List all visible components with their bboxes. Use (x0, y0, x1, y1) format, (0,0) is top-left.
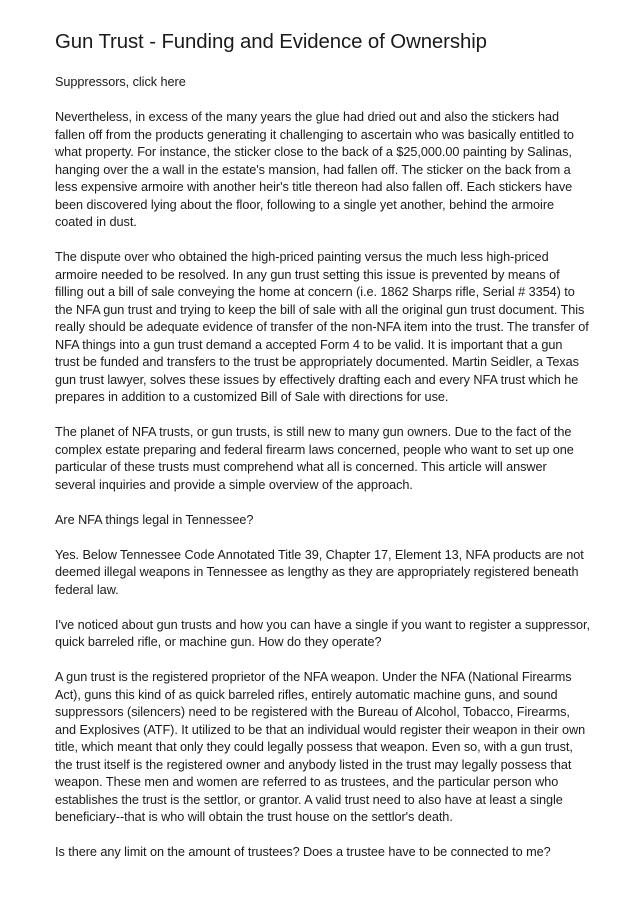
page-title: Gun Trust - Funding and Evidence of Ownership (55, 31, 487, 53)
question-trustees-limit: Is there any limit on the amount of trustees? Does a trustee have to be connected to me? (55, 845, 551, 859)
suppressors-link[interactable]: Suppressors, click here (55, 75, 186, 89)
question-how-operate: I've noticed about gun trusts and how you can have a single if you want to register a suppressor, quick barreled rifle, or machine gun. How do they operate? (55, 617, 591, 649)
document-page (55, 30, 590, 879)
paragraph-2: The dispute over who obtained the high-priced painting versus the much less high-priced armoire needed to be resolved. In any gun trust setting this issue is prevented by means of filling out a bill of sale conveying the home at concern (i.e. 1862 Sharps rifle, Serial # 3354) to the NFA gun trust and trying to keep the bill of sale with all the original gun trust document. This really should be adequate evidence of transfer of the non-NFA item into the trust. The transfer of NFA things into a gun trust demand a accepted Form 4 to be valid. It is important that a gun trust be funded and transfers to the trust be appropriately documented. Martin Seidler, a Texas gun trust lawyer, solves these issues by effectively drafting each and every NFA trust which he prepares in addition to a customized Bill of Sale with directions for use. (55, 250, 589, 404)
paragraph-3: The planet of NFA trusts, or gun trusts, is still new to many gun owners. Due to the fact of the complex estate preparing and federal firearm laws concerned, people who want to set up one particular of these trusts must comprehend what all is concerned. This article will answer several inquiries and provide a simple overview of the approach. (55, 425, 574, 492)
question-tennessee: Are NFA things legal in Tennessee? (55, 512, 254, 527)
paragraph-7: A gun trust is the registered proprietor of the NFA weapon. Under the NFA (National Firearms Act), guns this kind of as quick barreled rifles, entirely automatic machine guns, and sound suppressors (silencers) need to be registered with the Bureau of Alcohol, Tobacco, Firearms, and Explosives (ATF). It utilized to be that an individual would register their weapon in their own title, which meant that only they could legally possess that weapon. Even so, with a gun trust, the trust itself is the registered owner and anybody listed in the trust may legally possess that weapon. These men and women are referred to as trustees, and the particular person who establishes the trust is the settlor, or grantor. A valid trust need to also have at least a single beneficiary--that is who will obtain the trust house on the settlor's death. (55, 670, 586, 824)
paragraph-5: Yes. Below Tennessee Code Annotated Title 39, Chapter 17, Element 13, NFA products are not deemed illegal weapons in Tennessee as lengthy as they are appropriately registered beneath federal law. (55, 547, 584, 597)
paragraph-1: Nevertheless, in excess of the many years the glue had dried out and also the stickers had fallen off from the products generating it challenging to ascertain who was basically entitled to what property. For instance, the sticker close to the back of a $25,000.00 painting by Salinas, hanging over the a wall in the estate's mansion, had fallen off. The sticker on the back from a less expensive armoire with another heir's title thereon had also fallen off. Each stickers have been discovered lying about the floor, following to a single yet another, behind the armoire coated in dust. (55, 110, 574, 229)
